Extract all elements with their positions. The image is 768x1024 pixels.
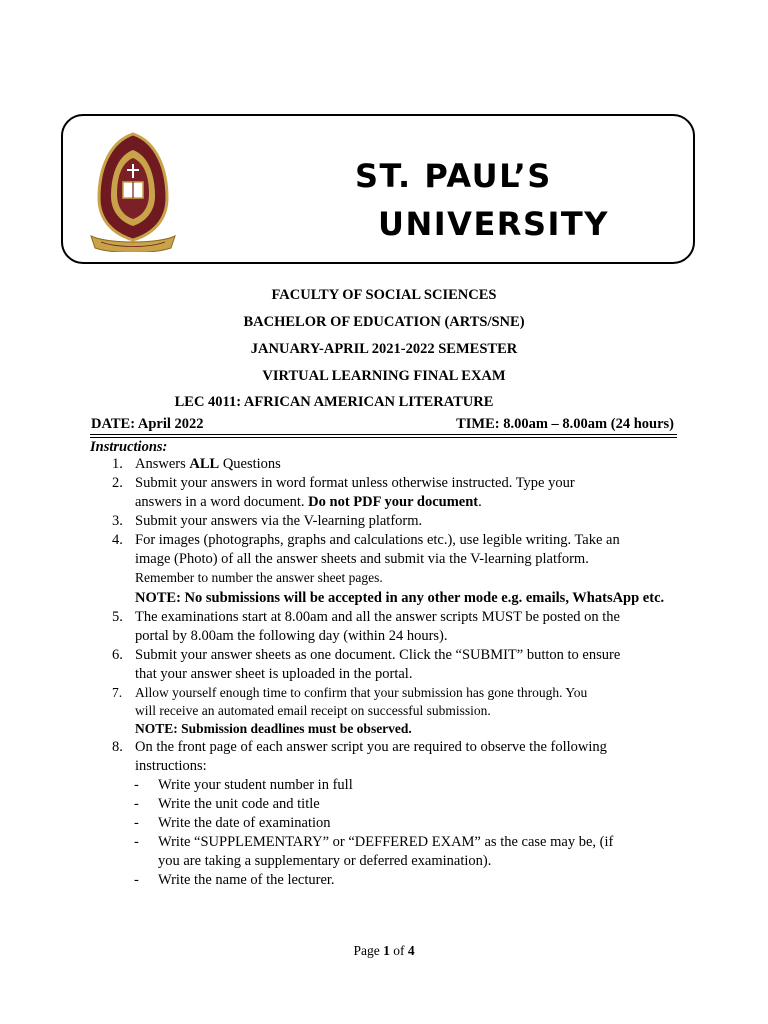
university-crest-logo	[87, 130, 179, 252]
course-heading: LEC 4011: AFRICAN AMERICAN LITERATURE	[174, 394, 494, 410]
page-footer: Page 1 of 4	[353, 943, 415, 958]
instruction-item: 6. Submit your answer sheets as one document. Click the “SUBMIT” button to ensure that your answer sheet is uploaded in the portal.	[112, 647, 621, 682]
header-box	[61, 114, 695, 264]
instruction-item: 2. Submit your answers in word format unless otherwise instructed. Type your answers in a word document. Do not PDF your document.	[112, 475, 575, 510]
instruction-item: 7. Allow yourself enough time to confirm that your submission has gone through. You will receive an automated email receipt on successful submission. NOTE: Submission deadlines must be observed.	[112, 685, 588, 736]
instruction-item: 1. Answers ALL Questions	[112, 456, 281, 472]
instructions-title: Instructions:	[90, 439, 168, 455]
instruction-subitem: - Write your student number in full	[134, 777, 353, 793]
instruction-note: NOTE: Submission deadlines must be observed.	[135, 721, 412, 736]
instruction-item: 3. Submit your answers via the V-learning platform.	[112, 513, 423, 529]
total-pages: 4	[407, 943, 415, 958]
current-page: 1	[383, 943, 390, 958]
programme-heading: BACHELOR OF EDUCATION (ARTS/SNE)	[243, 314, 525, 330]
exam-time: TIME: 8.00am – 8.00am (24 hours)	[456, 416, 674, 432]
university-name	[355, 152, 655, 248]
semester-heading: JANUARY-APRIL 2021-2022 SEMESTER	[250, 341, 518, 357]
exam-date: DATE: April 2022	[91, 416, 204, 432]
faculty-heading: FACULTY OF SOCIAL SCIENCES	[271, 287, 497, 303]
date-time-row	[90, 416, 676, 434]
divider-top	[90, 434, 677, 435]
divider-bottom	[90, 437, 677, 438]
instruction-subitem: - Write the date of examination	[134, 815, 331, 831]
instructions-list	[90, 455, 690, 890]
university-name-line2: UNIVERSITY	[378, 205, 609, 243]
instruction-subitem: - Write the name of the lecturer.	[134, 872, 335, 888]
instruction-note: NOTE: No submissions will be accepted in any other mode e.g. emails, WhatsApp etc.	[135, 590, 665, 606]
instruction-item: 4. For images (photographs, graphs and calculations etc.), use legible writing. Take an image (Photo) of all the answer sheets and submit via the V-learning platform. Remember to number the answer sheet pages. NOTE: No submissions will be accepted in any other mode e.g. emails, WhatsApp etc.	[90, 531, 690, 608]
instruction-item: 5. The examinations start at 8.00am and all the answer scripts MUST be posted on the portal by 8.00am the following day (within 24 hours).	[112, 609, 620, 644]
exam-type-heading: VIRTUAL LEARNING FINAL EXAM	[262, 368, 506, 384]
university-name-line1: ST. PAUL’S	[355, 157, 552, 195]
instruction-subitem: - Write the unit code and title	[134, 796, 320, 812]
instruction-item: 8. On the front page of each answer script you are required to observe the following instructions:	[112, 739, 607, 774]
instruction-subitem: - Write “SUPPLEMENTARY” or “DEFFERED EXAM” as the case may be, (if you are taking a supplementary or deferred examination).	[134, 834, 614, 869]
